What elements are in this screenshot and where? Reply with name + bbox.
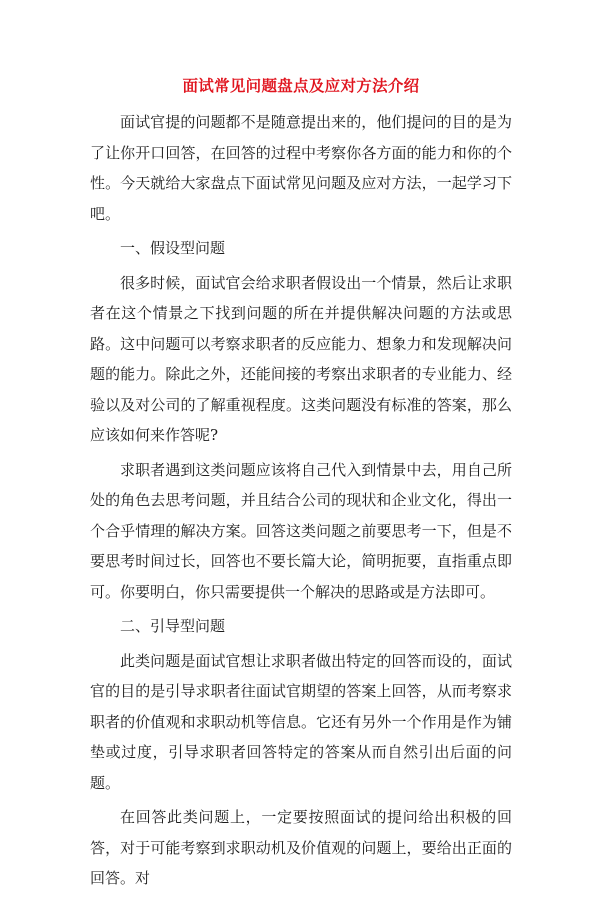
section2-paragraph-1: 此类问题是面试官想让求职者做出特定的回答而设的，面试官的目的是引导求职者往面试官期望的答案上回答，从而考察求职者的价值观和求职动机等信息。它还有另外一个作用是作为铺垫或过度，引导求职者回答特定的答案从而自然引出后面的问题。 (90, 651, 512, 792)
document-page (90, 74, 512, 898)
section1-paragraph-1: 很多时候，面试官会给求职者假设出一个情景，然后让求职者在这个情景之下找到问题的所在并提供解决问题的方法或思路。这中问题可以考察求职者的反应能力、想象力和发现解决问题的能力。除此之外，还能间接的考察出求职者的专业能力、经验以及对公司的了解重视程度。这类问题没有标准的答案，那么应该如何来作答呢? (90, 273, 512, 444)
section1-paragraph-2: 求职者遇到这类问题应该将自己代入到情景中去，用自己所处的角色去思考问题，并且结合公司的现状和企业文化，得出一个合乎情理的解决方案。回答这类问题之前要思考一下，但是不要思考时间过长，回答也不要长篇大论，简明扼要，直指重点即可。你要明白，你只需要提供一个解决的思路或是方法即可。 (90, 460, 512, 601)
section-heading-leading: 二、引导型问题 (120, 617, 226, 635)
section-heading-hypothetical: 一、假设型问题 (120, 239, 226, 257)
document-title: 面试常见问题盘点及应对方法介绍 (182, 76, 420, 95)
intro-paragraph: 面试官提的问题都不是随意提出来的，他们提问的目的是为了让你开口回答，在回答的过程中考察你各方面的能力和你的个性。今天就给大家盘点下面试常见问题及应对方法，一起学习下吧。 (90, 113, 512, 223)
section2-paragraph-2: 在回答此类问题上，一定要按照面试的提问给出积极的回答，对于可能考察到求职动机及价值观的问题上，要给出正面的回答。对 (90, 808, 512, 887)
